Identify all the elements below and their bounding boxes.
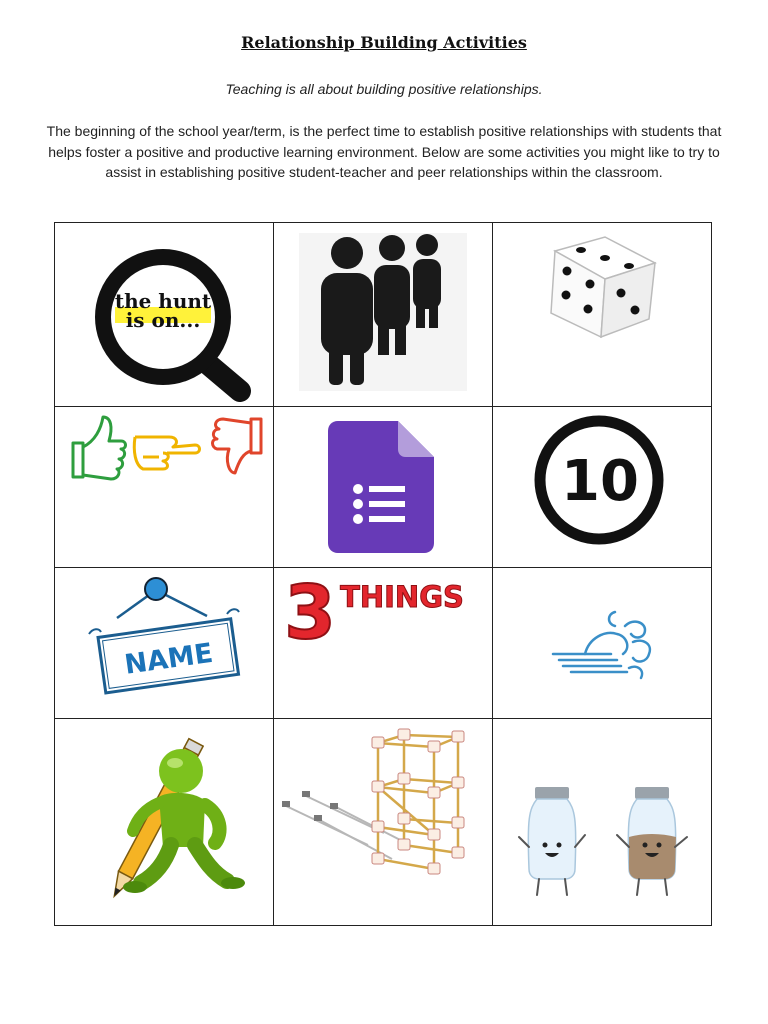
- three-things-text: THINGS: [340, 580, 464, 614]
- activity-cell-marshmallow-tower: [274, 719, 493, 925]
- people-line-icon: [274, 223, 493, 407]
- name-sign-text: NAME: [122, 637, 215, 681]
- magnifying-glass-icon: [55, 223, 274, 407]
- wind-gust-icon: [493, 568, 711, 719]
- hunt-text-line2: is on...: [125, 308, 201, 332]
- salt-and-pepper-icon: [493, 719, 711, 925]
- three-number: 3: [284, 570, 336, 656]
- activity-cell-drawing: [55, 719, 274, 925]
- activity-cell-thumbs: [55, 407, 274, 568]
- name-sign-icon: [55, 568, 274, 719]
- activity-cell-salt-and-pepper: [493, 719, 711, 925]
- page-subtitle: Teaching is all about building positive relationships.: [225, 81, 543, 97]
- thumbs-rating-icon: [55, 407, 274, 568]
- activity-cell-three-things: [274, 568, 493, 719]
- hunt-text-line1: the hunt: [114, 289, 212, 313]
- intro-paragraph: The beginning of the school year/term, is the perfect time to establish positive relationships with students that helps foster a positive and productive learning environment. Below are some activities you might like to try to assist in establishing positive student-teacher and peer relationships within the classroom.: [46, 123, 722, 180]
- page-title: Relationship Building Activities: [241, 33, 527, 52]
- number-ten-icon: [493, 407, 711, 568]
- activity-cell-dice: [493, 223, 711, 407]
- ten-text: 10: [561, 449, 639, 514]
- marshmallow-tower-icon: [274, 719, 493, 925]
- three-things-icon: [274, 568, 493, 719]
- dice-icon: [493, 223, 711, 407]
- activity-cell-line-up: [274, 223, 493, 407]
- activity-cell-ten: [493, 407, 711, 568]
- google-forms-icon: [274, 407, 493, 568]
- activity-cell-wind: [493, 568, 711, 719]
- person-with-pencil-icon: [55, 719, 274, 925]
- activity-cell-google-forms: [274, 407, 493, 568]
- activity-cell-name-sign: [55, 568, 274, 719]
- activity-cell-scavenger-hunt: [55, 223, 274, 407]
- activities-grid: [54, 222, 712, 926]
